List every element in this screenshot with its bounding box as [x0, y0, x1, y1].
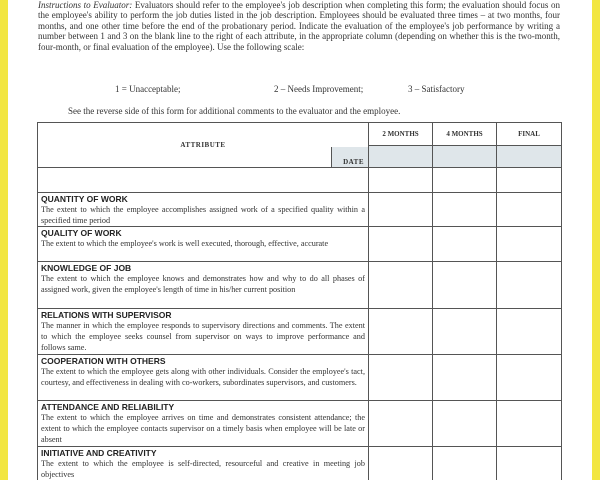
attribute-title: COOPERATION WITH OTHERS [41, 356, 166, 366]
table-row [38, 355, 562, 401]
table-row [38, 262, 562, 309]
attribute-title: INITIATIVE AND CREATIVITY [41, 448, 157, 458]
rating-final[interactable] [497, 193, 562, 227]
rating-2-months[interactable] [369, 447, 433, 480]
instructions-paragraph [38, 0, 560, 52]
rating-final[interactable] [497, 227, 562, 262]
rating-final[interactable] [497, 447, 562, 480]
attribute-description: The manner in which the employee responds to supervisory directions and comments. The extent to which the employee seeks counsel from supervisor on ways to improve performance and follows same. [41, 321, 365, 352]
rating-4-months[interactable] [433, 193, 497, 227]
rating-final[interactable] [497, 262, 562, 309]
attribute-title: QUALITY OF WORK [41, 228, 122, 238]
evaluation-form-page [8, 0, 592, 480]
attribute-description: The extent to which the employee gets along with other individuals. Consider the employee's tact, courtesy, and effectiveness in dealing with co-workers, subordinates supervisors, and customers. [41, 367, 365, 387]
rating-2-months[interactable] [369, 227, 433, 262]
attribute-title: QUANTITY OF WORK [41, 194, 128, 204]
attribute-title: ATTENDANCE AND RELIABILITY [41, 402, 175, 412]
rating-2-months[interactable] [369, 193, 433, 227]
attribute-cell [38, 262, 369, 309]
table-row [38, 193, 562, 227]
table-header-row [38, 123, 562, 146]
rating-2-months[interactable] [369, 262, 433, 309]
date-label: DATE [343, 158, 364, 166]
attribute-title: RELATIONS WITH SUPERVISOR [41, 310, 172, 320]
table-row [38, 309, 562, 355]
date-field-4-months[interactable] [433, 146, 497, 168]
date-field-final[interactable] [497, 146, 562, 168]
attribute-cell [38, 193, 369, 227]
rating-2-months[interactable] [369, 355, 433, 401]
rating-4-months[interactable] [433, 309, 497, 355]
attribute-title: KNOWLEDGE OF JOB [41, 263, 132, 273]
attribute-header: ATTRIBUTE [180, 141, 226, 149]
attribute-cell [38, 309, 369, 355]
rating-final[interactable] [497, 401, 562, 447]
attribute-cell [38, 227, 369, 262]
attribute-description: The extent to which the employee is self-directed, resourceful and creative in meeting job objectives [41, 459, 365, 479]
period-header-4-months: 4 MONTHS [433, 123, 497, 146]
rating-final[interactable] [497, 309, 562, 355]
attribute-rating-table [37, 122, 562, 480]
attribute-description: The extent to which the employee arrives on time and demonstrates consistent attendance; the extent to which the employee contacts supervisor on a timely basis when employee will be late or absent [41, 413, 365, 444]
attribute-description: The extent to which the employee's work is well executed, thorough, effective, accurate [41, 239, 329, 248]
rating-4-months[interactable] [433, 262, 497, 309]
spacer-row [38, 168, 562, 193]
rating-final[interactable] [497, 355, 562, 401]
table-row [38, 227, 562, 262]
rating-4-months[interactable] [433, 401, 497, 447]
reverse-side-note: See the reverse side of this form for additional comments to the evaluator and the employee. [68, 106, 401, 116]
attribute-description: The extent to which the employee knows and demonstrates how and why to do all phases of assigned work, given the employee's length of time in his/her current position [41, 274, 365, 294]
instructions-lead: Instructions to Evaluator: [38, 0, 133, 10]
rating-2-months[interactable] [369, 309, 433, 355]
attribute-cell [38, 401, 369, 447]
rating-2-months[interactable] [369, 401, 433, 447]
attribute-cell [38, 355, 369, 401]
date-field-2-months[interactable] [369, 146, 433, 168]
attribute-cell [38, 447, 369, 480]
scale-item-2: 2 – Needs Improvement; [274, 84, 364, 94]
table-row [38, 401, 562, 447]
table-row [38, 447, 562, 480]
period-header-final: FINAL [497, 123, 562, 146]
date-label-box [331, 147, 368, 167]
instructions-text: Evaluators should refer to the employee's job description when completing this form; the evaluation should focus on the employee's ability to perform the job duties listed in the job description. Employees should be evaluated three times – at two months, four months, and one other time before the end of the probationary period. Indicate the evaluation of the employee's job performance by writing a number between 1 and 3 on the blank line to the right of each attribute, in the appropriate column (depending on whether this is the two-month, four-month, or final evaluation of the employee). Use the following scale: [38, 0, 561, 52]
rating-4-months[interactable] [433, 447, 497, 480]
scale-item-1: 1 = Unacceptable; [115, 84, 181, 94]
rating-4-months[interactable] [433, 227, 497, 262]
scale-item-3: 3 – Satisfactory [408, 84, 465, 94]
attribute-header-cell [38, 123, 369, 168]
period-header-2-months: 2 MONTHS [369, 123, 433, 146]
attribute-description: The extent to which the employee accomplishes assigned work of a specified quality within a specified time period [41, 205, 365, 225]
rating-4-months[interactable] [433, 355, 497, 401]
